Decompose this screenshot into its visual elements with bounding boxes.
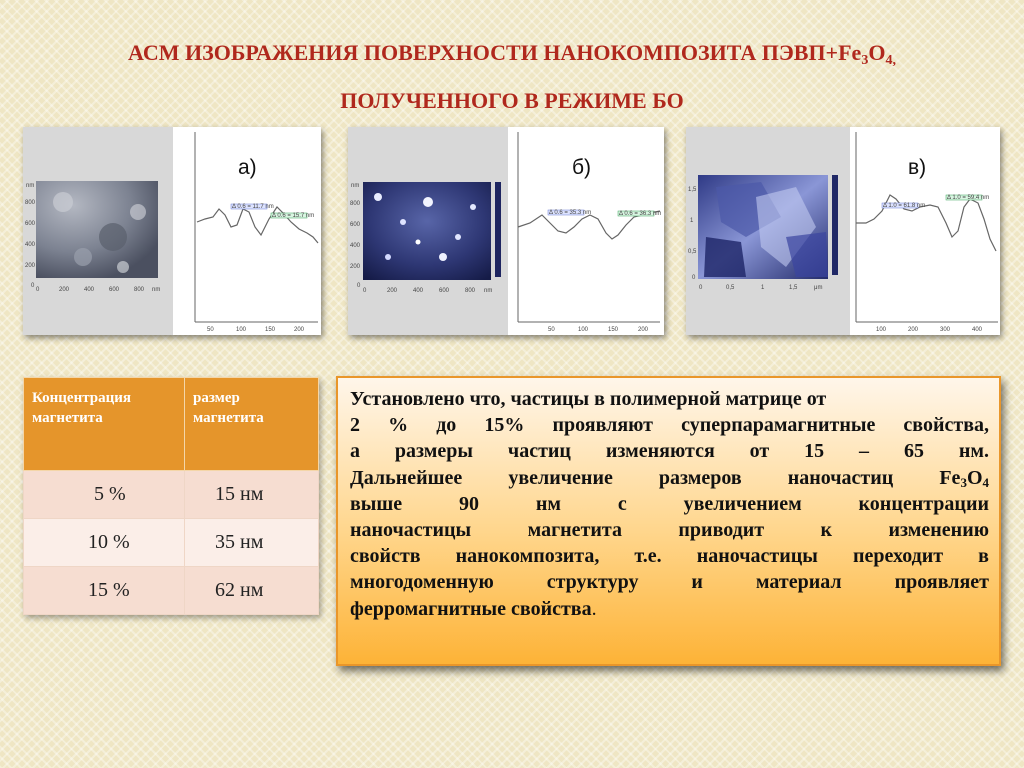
svg-text:1,5: 1,5: [789, 285, 798, 291]
svg-text:0: 0: [699, 285, 703, 291]
svg-text:nm: nm: [484, 288, 493, 294]
svg-text:1,5: 1,5: [688, 187, 697, 193]
svg-text:200: 200: [59, 287, 70, 293]
table-row: [24, 519, 319, 567]
afm-panel-c: [686, 127, 1000, 335]
svg-text:0: 0: [36, 287, 40, 293]
svg-text:800: 800: [465, 288, 476, 294]
conclusion-line: многодоменную структуру и материал проявляет: [350, 571, 989, 594]
svg-text:Δ 0.6 = 11.7 nm: Δ 0.6 = 11.7 nm: [232, 204, 274, 210]
svg-text:200: 200: [294, 327, 305, 333]
svg-text:300: 300: [940, 327, 951, 333]
svg-text:400: 400: [413, 288, 424, 294]
svg-text:150: 150: [608, 327, 619, 333]
svg-text:Δ 1.0 = 61.8 nm: Δ 1.0 = 61.8 nm: [883, 203, 926, 209]
cell-concentration: 5 %: [24, 471, 185, 519]
svg-text:0: 0: [692, 275, 696, 281]
svg-text:50: 50: [548, 327, 555, 333]
afm-scan-image: [686, 127, 850, 335]
panel-label-b: б): [572, 156, 592, 179]
svg-text:600: 600: [350, 222, 361, 228]
colorbar: [495, 182, 501, 277]
conclusion-line: свойств нанокомпозита, т.е. наночастицы переходит в: [350, 545, 989, 568]
afm-scan-area: [23, 127, 173, 335]
svg-text:0: 0: [363, 288, 367, 294]
conclusion-line: а размеры частиц изменяются от 15 – 65 нм.: [350, 440, 989, 463]
afm-scan-image: [348, 127, 508, 335]
svg-text:1: 1: [690, 218, 694, 224]
svg-text:800: 800: [350, 201, 361, 207]
afm-panel-a: [23, 127, 321, 335]
conclusion-textbox: [336, 376, 1001, 666]
svg-text:100: 100: [578, 327, 589, 333]
table-row: [24, 471, 319, 519]
conclusion-line: ферромагнитные свойства.: [350, 597, 597, 620]
svg-text:400: 400: [350, 243, 361, 249]
conclusion-line: наночастицы магнетита приводит к изменению: [350, 518, 989, 541]
cell-concentration: 10 %: [24, 519, 185, 567]
panel-label-c: в): [908, 156, 927, 179]
magnetite-table: [23, 377, 319, 615]
afm-scan-area: [686, 127, 850, 335]
conclusion-line: 2 % до 15% проявляют суперпарамагнитные свойства,: [350, 414, 989, 437]
svg-text:400: 400: [972, 327, 983, 333]
svg-text:800: 800: [134, 287, 145, 293]
slide-title-line2: ПОЛУЧЕННОГО В РЕЖИМЕ БО: [340, 88, 684, 113]
afm-panel-b: [348, 127, 664, 335]
afm-scan-image: [23, 127, 173, 335]
svg-text:600: 600: [109, 287, 120, 293]
panel-label-a: а): [238, 156, 257, 179]
svg-text:0: 0: [31, 283, 35, 289]
conclusion-line: Установлено что, частицы в полимерной матрице от: [350, 388, 827, 410]
cell-size: 62 нм: [185, 567, 319, 615]
svg-text:200: 200: [350, 264, 361, 270]
svg-text:1: 1: [761, 285, 765, 291]
svg-text:150: 150: [265, 327, 276, 333]
afm-scan-area: [348, 127, 508, 335]
header-size: размер магнетита: [185, 378, 319, 471]
svg-text:0,5: 0,5: [726, 285, 735, 291]
slide-title-line1: АСМ ИЗОБРАЖЕНИЯ ПОВЕРХНОСТИ НАНОКОМПОЗИТА $ПЭВП+Fe_3O_{4,}$: [128, 40, 896, 68]
header-concentration: Концентрация магнетита: [24, 378, 185, 471]
svg-text:200: 200: [638, 327, 649, 333]
svg-text:200: 200: [908, 327, 919, 333]
svg-text:Δ 1.0 = 59.4 nm: Δ 1.0 = 59.4 nm: [947, 195, 990, 201]
svg-text:600: 600: [439, 288, 450, 294]
cell-size: 35 нм: [185, 519, 319, 567]
svg-text:μm: μm: [814, 285, 823, 291]
cell-concentration: 15 %: [24, 567, 185, 615]
svg-text:0,5: 0,5: [688, 249, 697, 255]
colorbar: [832, 175, 838, 275]
svg-text:200: 200: [387, 288, 398, 294]
svg-text:400: 400: [84, 287, 95, 293]
svg-text:100: 100: [236, 327, 247, 333]
conclusion-line: выше 90 нм с увеличением концентрации: [350, 492, 989, 515]
scan-unit-label: nm: [26, 183, 35, 189]
svg-text:800: 800: [25, 200, 36, 206]
table-header-row: [24, 378, 319, 471]
cell-size: 15 нм: [185, 471, 319, 519]
svg-text:400: 400: [25, 242, 36, 248]
svg-text:nm: nm: [351, 183, 360, 189]
svg-text:nm: nm: [152, 287, 161, 293]
svg-text:0: 0: [357, 283, 361, 289]
svg-text:Δ 0.6 = 35.3 nm: Δ 0.6 = 35.3 nm: [549, 210, 592, 216]
svg-text:600: 600: [25, 221, 36, 227]
svg-text:100: 100: [876, 327, 887, 333]
table-row: [24, 567, 319, 615]
conclusion-line: Дальнейшее увеличение размеров наночастиц $Fe_3O_4$: [350, 466, 989, 490]
svg-text:200: 200: [25, 263, 36, 269]
svg-text:Δ 0.6 = 15.7 nm: Δ 0.6 = 15.7 nm: [272, 213, 315, 219]
svg-text:50: 50: [207, 327, 214, 333]
svg-text:Δ 0.6 = 36.3 nm: Δ 0.6 = 36.3 nm: [619, 211, 662, 217]
